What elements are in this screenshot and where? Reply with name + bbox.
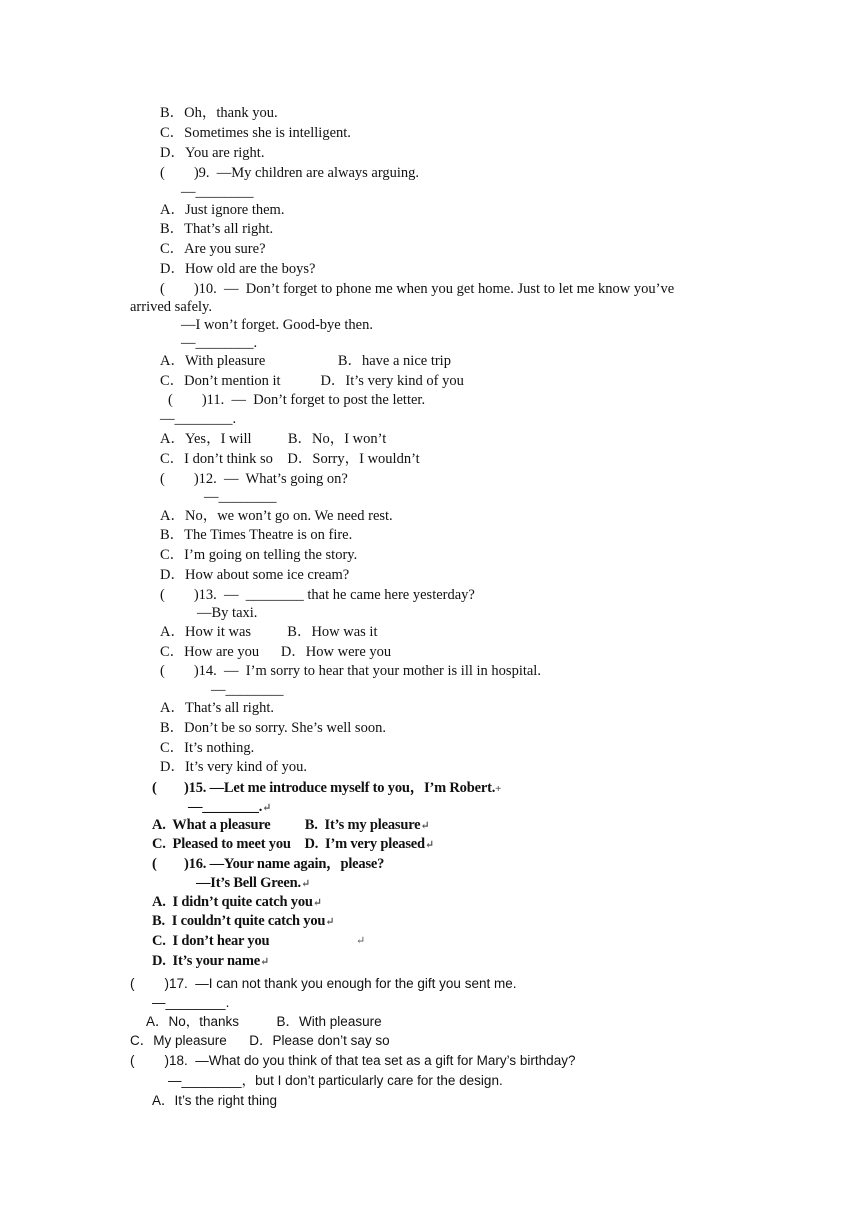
line-text: —________. [181, 335, 258, 351]
text-line [160, 470, 348, 488]
line-text: B．Oh，thank you. [160, 105, 278, 121]
text-line [160, 430, 386, 448]
text-line [152, 779, 501, 798]
line-text: —________ [181, 184, 254, 200]
text-line [160, 260, 315, 278]
line-text: C．I’m going on telling the story. [160, 547, 358, 563]
paragraph-mark-icon: ↵ [312, 897, 322, 909]
text-line [152, 994, 229, 1012]
text-line [160, 643, 391, 661]
text-line [160, 124, 351, 142]
text-line [152, 893, 322, 912]
line-text: ( )10. — Don’t forget to phone me when you get home. Just to let me know you’ve [160, 281, 675, 297]
text-line [160, 280, 674, 298]
line-text: ( )17. —I can not thank you enough for the gift you sent me. [130, 976, 517, 991]
text-line [160, 164, 419, 182]
line-text: D．It’s very kind of you. [160, 759, 307, 775]
line-text: C. Pleased to meet you D. I’m very pleased [152, 836, 425, 852]
text-line [181, 316, 373, 334]
line-text: —________ [211, 682, 284, 698]
line-text: B．The Times Theatre is on fire. [160, 527, 353, 543]
text-line [160, 410, 236, 428]
text-line [152, 932, 269, 950]
text-line [160, 546, 357, 564]
text-line [160, 220, 273, 238]
text-line [160, 623, 378, 641]
text-line [168, 1072, 503, 1090]
text-line [160, 526, 352, 544]
text-line [160, 662, 541, 680]
text-line [152, 912, 334, 931]
paragraph-mark-icon: ↵ [259, 956, 269, 968]
text-line [204, 488, 277, 506]
line-text: A．It’s the right thing [152, 1093, 278, 1108]
text-line [181, 183, 254, 201]
paragraph-mark-icon: + [495, 783, 502, 795]
text-line [152, 835, 434, 854]
line-text: ( )12. — What’s going on? [160, 471, 348, 487]
line-text: C．Don’t mention it D．It’s very kind of you [160, 373, 464, 389]
line-text: D．How about some ice cream? [160, 567, 350, 583]
line-text: —I won’t forget. Good-bye then. [181, 317, 373, 333]
line-text: ( )13. — ________ that he came here yesterday? [160, 587, 475, 603]
paragraph-mark-icon: ↵ [424, 839, 434, 851]
text-line [160, 758, 307, 776]
text-line [160, 372, 464, 390]
text-line [160, 586, 475, 604]
paragraph-mark-icon: ↵ [356, 935, 366, 947]
line-text: D．You are right. [160, 145, 265, 161]
line-text: B. I couldn’t quite catch you [152, 913, 326, 929]
line-text: C．Are you sure? [160, 241, 266, 257]
line-text: B．That’s all right. [160, 221, 274, 237]
text-line [130, 975, 516, 993]
line-text: B．Don’t be so sorry. She’s well soon. [160, 720, 386, 736]
line-text: —________ [204, 489, 277, 505]
text-line [197, 604, 257, 622]
text-line [211, 681, 284, 699]
line-text: C．Sometimes she is intelligent. [160, 125, 351, 141]
line-text: C. I don’t hear you [152, 933, 270, 949]
line-text: A．Just ignore them. [160, 202, 285, 218]
text-line [160, 507, 393, 525]
text-line [160, 699, 274, 717]
text-line [152, 816, 429, 835]
line-text: A. I didn’t quite catch you [152, 894, 313, 910]
line-text: C．I don’t think so D．Sorry，I wouldn’t [160, 451, 420, 467]
line-text: A．That’s all right. [160, 700, 274, 716]
text-line [130, 1032, 390, 1050]
paragraph-mark-icon: ↵ [300, 878, 310, 890]
line-text: C．It’s nothing. [160, 740, 255, 756]
text-line [181, 334, 257, 352]
line-text: —________. [160, 411, 237, 427]
text-line [188, 798, 271, 817]
line-text: D．How old are the boys? [160, 261, 316, 277]
line-text: —________. [188, 799, 263, 815]
line-text: A．With pleasure B．have a nice trip [160, 353, 451, 369]
text-line [160, 450, 420, 468]
text-line [160, 240, 266, 258]
line-text: A. What a pleasure B. It’s my pleasure [152, 817, 421, 833]
line-text: A．Yes，I will B．No，I won’t [160, 431, 387, 447]
line-text: D. It’s your name [152, 953, 260, 969]
paragraph-mark-icon: ↵ [325, 916, 335, 928]
text-line [146, 1013, 382, 1031]
line-text: arrived safely. [130, 299, 212, 315]
line-text: A．How it was B．How was it [160, 624, 378, 640]
text-line [168, 391, 425, 409]
text-line [130, 298, 212, 316]
line-text: —By taxi. [197, 605, 258, 621]
line-text: —It’s Bell Green. [196, 875, 301, 891]
line-text: ( )14. — I’m sorry to hear that your mother is ill in hospital. [160, 663, 541, 679]
text-line [130, 1052, 575, 1070]
line-text: C．How are you D．How were you [160, 644, 392, 660]
text-line [160, 739, 254, 757]
text-line [160, 566, 349, 584]
line-text: A．No，thanks B．With pleasure [146, 1014, 382, 1029]
line-text: A．No，we won’t go on. We need rest. [160, 508, 393, 524]
paragraph-mark-icon: ↵ [420, 820, 430, 832]
line-text: ( )11. — Don’t forget to post the letter. [168, 392, 426, 408]
text-line [152, 1092, 277, 1110]
text-line [160, 719, 386, 737]
text-line [160, 144, 264, 162]
text-line [160, 352, 451, 370]
text-line [160, 201, 284, 219]
line-text: —________，but I don’t particularly care for the design. [168, 1073, 503, 1088]
line-text: —________. [152, 995, 230, 1010]
line-text: C．My pleasure D．Please don’t say so [130, 1033, 390, 1048]
text-line [160, 104, 278, 122]
line-text: ( )15. —Let me introduce myself to you，I’m Robert. [152, 780, 496, 796]
line-text: ( )18. —What do you think of that tea set as a gift for Mary’s birthday? [130, 1053, 576, 1068]
text-line [152, 855, 384, 873]
text-line [196, 874, 310, 893]
line-text: ( )9. —My children are always arguing. [160, 165, 420, 181]
line-text: ( )16. —Your name again，please? [152, 856, 385, 872]
text-line [152, 952, 269, 971]
paragraph-mark-icon: ↵ [262, 802, 272, 814]
